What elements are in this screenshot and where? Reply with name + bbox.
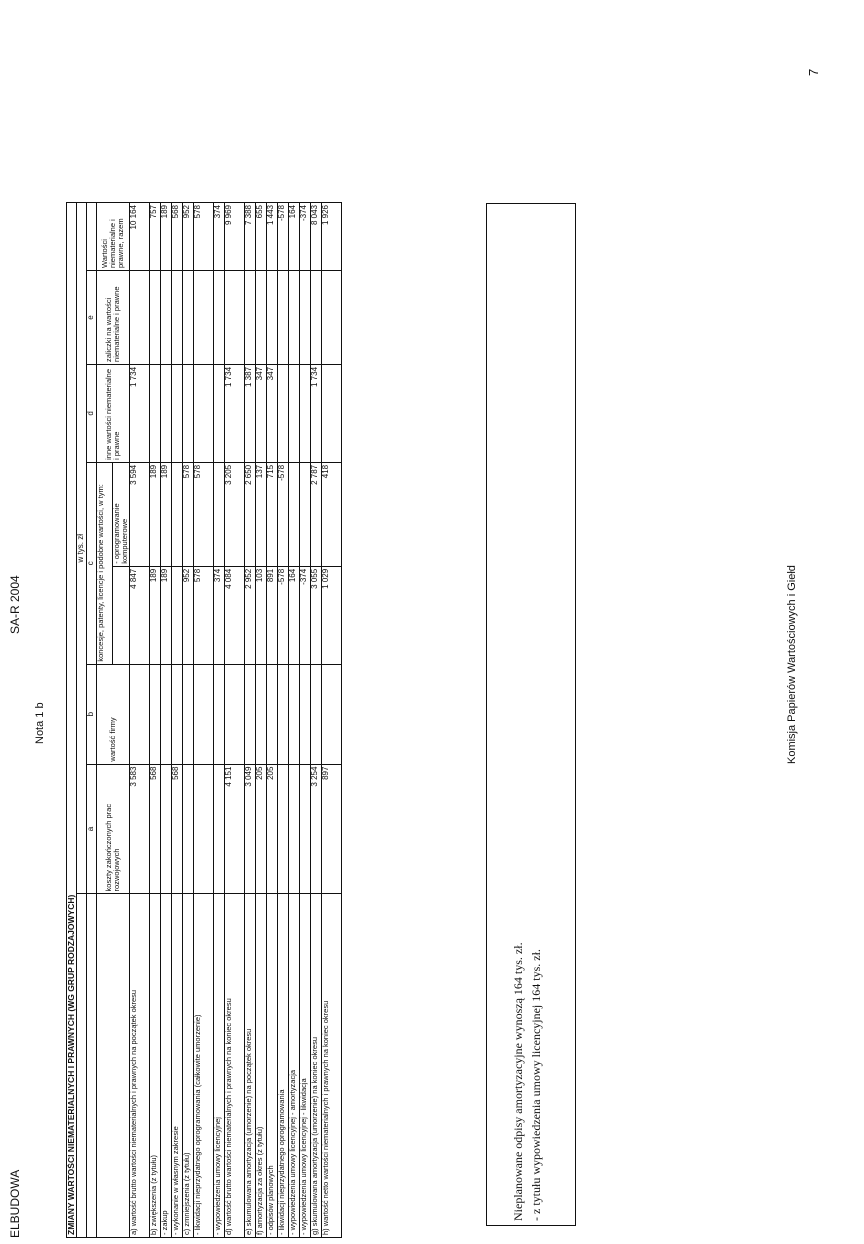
- cell-d: 347: [255, 364, 266, 462]
- unit-label: w tys. zł: [77, 203, 87, 894]
- header-c: koncesje, patenty, licencje i podobne wartości, w tym:: [96, 462, 112, 664]
- cell-d: 347: [266, 364, 277, 462]
- note-line-2: - z tytułu wypowiedzenia umowy licencyjnej 164 tys. zł.: [529, 949, 543, 1221]
- cell-total: 189: [160, 203, 171, 271]
- cell-c: 4 847: [129, 566, 149, 664]
- cell-a: 4 151: [224, 764, 244, 894]
- cell-e: [193, 271, 213, 365]
- cell-c: 2 952: [244, 566, 255, 664]
- cell-a: 568: [171, 764, 182, 894]
- header-d: inne wartości niematerialne i prawne: [96, 364, 129, 462]
- cell-total: 9 969: [224, 203, 244, 271]
- row-label: a) wartość brutto wartości niematerialnych i prawnych na początek okresu: [129, 894, 149, 1238]
- table-row: [310, 203, 321, 1238]
- cell-total: 655: [255, 203, 266, 271]
- cell-c: 4 084: [224, 566, 244, 664]
- cell-b: [171, 664, 182, 764]
- cell-a: 897: [321, 764, 341, 894]
- header-total: Wartości niematerialne i prawne, razem: [96, 203, 129, 271]
- cell-c-sub: 418: [321, 462, 341, 566]
- cell-e: [149, 271, 160, 365]
- cell-e: [213, 271, 224, 365]
- cell-c: 189: [160, 566, 171, 664]
- row-label: f) amortyzacja za okres (z tytułu): [255, 894, 266, 1238]
- cell-e: [277, 271, 288, 365]
- cell-c-sub: [288, 462, 299, 566]
- row-label: c) zmniejszenia (z tytułu): [182, 894, 193, 1238]
- table-row: [213, 203, 224, 1238]
- cell-c: [171, 566, 182, 664]
- table-title: ZMIANY WARTOŚCI NIEMATERIALNYCH I PRAWNYCH (WG GRUP RODZAJOWYCH): [67, 203, 77, 1238]
- cell-total: 374: [213, 203, 224, 271]
- cell-c: 164: [288, 566, 299, 664]
- cell-c-sub: 578: [193, 462, 213, 566]
- table-row: [321, 203, 341, 1238]
- col-letter-c: c: [86, 462, 96, 664]
- cell-d: [288, 364, 299, 462]
- cell-b: [321, 664, 341, 764]
- cell-total: 952: [182, 203, 193, 271]
- cell-b: [255, 664, 266, 764]
- cell-d: [213, 364, 224, 462]
- cell-c-sub: -578: [277, 462, 288, 566]
- header-b: wartość firmy: [96, 664, 129, 764]
- cell-total: 1 443: [266, 203, 277, 271]
- cell-total: -374: [299, 203, 310, 271]
- cell-b: [129, 664, 149, 764]
- cell-b: [266, 664, 277, 764]
- cell-e: [171, 271, 182, 365]
- table-row: [266, 203, 277, 1238]
- cell-a: 3 049: [244, 764, 255, 894]
- header-c-sub: - oprogramowanie komputerowe: [112, 462, 129, 566]
- row-label: - wypowiedzenia umowy licencyjnej: [213, 894, 224, 1238]
- table-row: [277, 203, 288, 1238]
- cell-a: 205: [255, 764, 266, 894]
- table-row: [149, 203, 160, 1238]
- cell-a: [213, 764, 224, 894]
- row-label: - likwidacji nieprzydatnego oprogramowania (całkowite umorzenie): [193, 894, 213, 1238]
- cell-c: 952: [182, 566, 193, 664]
- row-label: d) wartość brutto wartości niematerialnych i prawnych na koniec okresu: [224, 894, 244, 1238]
- cell-c-sub: 189: [149, 462, 160, 566]
- cell-d: [321, 364, 341, 462]
- cell-e: [129, 271, 149, 365]
- cell-a: 3 254: [310, 764, 321, 894]
- header-e: zaliczki na wartości niematerialne i prawne: [96, 271, 129, 365]
- row-label: - wypowiedzenia umowy licencyjnej - likwidacja: [299, 894, 310, 1238]
- cell-d: [277, 364, 288, 462]
- cell-c-sub: [171, 462, 182, 566]
- cell-c: 103: [255, 566, 266, 664]
- cell-b: [193, 664, 213, 764]
- cell-c: 1 029: [321, 566, 341, 664]
- col-letter-b: b: [86, 664, 96, 764]
- cell-c-sub: 2 650: [244, 462, 255, 566]
- cell-b: [224, 664, 244, 764]
- cell-total: 1 926: [321, 203, 341, 271]
- cell-c: 189: [149, 566, 160, 664]
- cell-total: -578: [277, 203, 288, 271]
- cell-d: [182, 364, 193, 462]
- cell-total: 7 388: [244, 203, 255, 271]
- col-letter-e: e: [86, 271, 96, 365]
- table-row: [299, 203, 310, 1238]
- notes-box: [486, 203, 576, 1226]
- cell-d: [149, 364, 160, 462]
- cell-e: [266, 271, 277, 365]
- cell-b: [149, 664, 160, 764]
- row-label: h) wartość netto wartości niematerialnych i prawnych na koniec okresu: [321, 894, 341, 1238]
- cell-c-sub: 189: [160, 462, 171, 566]
- cell-c-sub: 715: [266, 462, 277, 566]
- table-row: [160, 203, 171, 1238]
- cell-e: [288, 271, 299, 365]
- cell-c-sub: 3 594: [129, 462, 149, 566]
- cell-e: [182, 271, 193, 365]
- cell-c-sub: 578: [182, 462, 193, 566]
- cell-total: 757: [149, 203, 160, 271]
- footer-text: Komisja Papierów Wartościowych i Giełd: [786, 565, 798, 764]
- row-label: - likwidacji nieprzydatnego oprogramowania: [277, 894, 288, 1238]
- cell-c: 891: [266, 566, 277, 664]
- cell-c-sub: [213, 462, 224, 566]
- cell-a: [288, 764, 299, 894]
- cell-d: [299, 364, 310, 462]
- table-row: [224, 203, 244, 1238]
- cell-e: [255, 271, 266, 365]
- cell-a: 205: [266, 764, 277, 894]
- cell-c: -578: [277, 566, 288, 664]
- row-label: - odpisów planowych: [266, 894, 277, 1238]
- cell-b: [277, 664, 288, 764]
- cell-c: 3 055: [310, 566, 321, 664]
- cell-e: [310, 271, 321, 365]
- cell-c: -374: [299, 566, 310, 664]
- cell-c: 578: [193, 566, 213, 664]
- cell-d: [193, 364, 213, 462]
- cell-a: [299, 764, 310, 894]
- row-label: - wypowiedzenia umowy licencyjnej - amortyzacja: [288, 894, 299, 1238]
- report-code: SA-R 2004: [8, 575, 22, 634]
- cell-e: [160, 271, 171, 365]
- cell-a: [182, 764, 193, 894]
- cell-e: [244, 271, 255, 365]
- row-label: e) skumulowana amortyzacja (umorzenie) na początek okresu: [244, 894, 255, 1238]
- cell-a: 568: [149, 764, 160, 894]
- cell-e: [299, 271, 310, 365]
- cell-total: 8 043: [310, 203, 321, 271]
- row-label: g) skumulowana amortyzacja (umorzenie) na koniec okresu: [310, 894, 321, 1238]
- cell-b: [182, 664, 193, 764]
- cell-b: [288, 664, 299, 764]
- cell-a: [160, 764, 171, 894]
- cell-e: [224, 271, 244, 365]
- table-row: [171, 203, 182, 1238]
- cell-c-sub: 2 787: [310, 462, 321, 566]
- cell-c-sub: 137: [255, 462, 266, 566]
- cell-d: 1 734: [310, 364, 321, 462]
- row-label: b) zwiększenia (z tytułu): [149, 894, 160, 1238]
- table-row: [255, 203, 266, 1238]
- row-label: - wykonanie w własnym zakresie: [171, 894, 182, 1238]
- cell-d: [171, 364, 182, 462]
- table-row: [193, 203, 213, 1238]
- cell-b: [213, 664, 224, 764]
- cell-b: [299, 664, 310, 764]
- col-letter-d: d: [86, 364, 96, 462]
- cell-total: 164: [288, 203, 299, 271]
- cell-c-sub: 3 205: [224, 462, 244, 566]
- cell-b: [310, 664, 321, 764]
- header-a: koszty zakończonych prac rozwojowych: [96, 764, 129, 894]
- cell-total: 578: [193, 203, 213, 271]
- cell-b: [244, 664, 255, 764]
- cell-b: [160, 664, 171, 764]
- cell-d: 1 734: [129, 364, 149, 462]
- cell-a: [193, 764, 213, 894]
- cell-a: 3 583: [129, 764, 149, 894]
- cell-d: 1 387: [244, 364, 255, 462]
- cell-d: 1 734: [224, 364, 244, 462]
- row-label: - zakup: [160, 894, 171, 1238]
- col-letter-a: a: [86, 764, 96, 894]
- intangible-assets-table: [66, 202, 342, 1238]
- cell-c: 374: [213, 566, 224, 664]
- cell-d: [160, 364, 171, 462]
- cell-total: 10 164: [129, 203, 149, 271]
- note-line-1: Nieplanowane odpisy amortyzacyjne wynoszą 164 tys. zł.: [511, 942, 525, 1221]
- company-name: ELBUDOWA: [8, 1169, 22, 1238]
- cell-e: [321, 271, 341, 365]
- cell-a: [277, 764, 288, 894]
- table-row: [288, 203, 299, 1238]
- cell-c-sub: [299, 462, 310, 566]
- page-number: 7: [806, 68, 821, 76]
- note-number: Nota 1 b: [34, 702, 46, 744]
- table-row: [182, 203, 193, 1238]
- cell-total: 568: [171, 203, 182, 271]
- table-row: [129, 203, 149, 1238]
- table-row: [244, 203, 255, 1238]
